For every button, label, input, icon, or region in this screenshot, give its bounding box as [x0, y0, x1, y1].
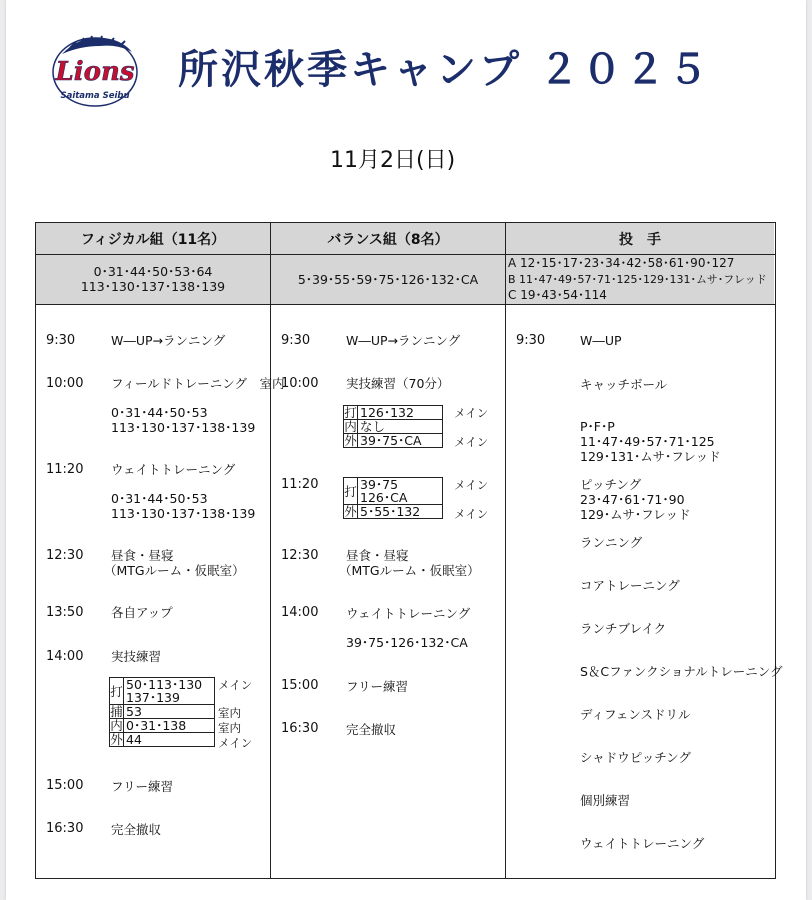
members: 129･131･ムサ･フレッド [580, 449, 721, 464]
time: 16:30 [46, 821, 84, 836]
grid-note: メイン [218, 678, 253, 692]
activity: ウェイトトレーニング [580, 836, 705, 851]
activity: 個別練習 [580, 793, 631, 808]
grid-value: 39･75 [358, 478, 443, 492]
physical-members-cell [36, 255, 270, 304]
time: 12:30 [281, 548, 319, 563]
activity: W―UP→ランニング [346, 333, 461, 348]
grid-note: メイン [454, 507, 489, 521]
activity-sub: （MTGルーム・仮眠室） [104, 563, 245, 578]
time: 15:00 [46, 778, 84, 793]
practice-grid [343, 477, 443, 519]
activity: 昼食・昼寝 [111, 548, 174, 563]
grid-key: 外 [344, 433, 357, 448]
members: 129･ムサ･フレッド [580, 507, 691, 522]
activity: P･F･P [580, 419, 615, 434]
grid-key: 捕 [110, 704, 123, 719]
activity: ウェイトトレーニング [111, 462, 236, 477]
pitcher-groups-cell [506, 255, 774, 304]
members: 0･31･44･50･53 [111, 405, 208, 420]
activity: 完全撤収 [111, 822, 162, 837]
members: 39･75･126･132･CA [346, 635, 468, 650]
grid-value: 126･CA [358, 491, 443, 505]
activity: ランチブレイク [580, 621, 667, 636]
activity: ランニング [580, 535, 643, 550]
column-divider [270, 223, 271, 878]
members: 0･31･44･50･53 [111, 491, 208, 506]
time: 10:00 [46, 376, 84, 391]
grid-note: 室内 [218, 706, 241, 720]
balance-members-cell [271, 255, 505, 304]
time: 16:30 [281, 721, 319, 736]
grid-key: 打 [344, 405, 357, 420]
grid-value: 137･139 [124, 691, 215, 705]
activity: 実技練習（70分） [346, 376, 450, 391]
activity-sub: （MTGルーム・仮眠室） [339, 563, 480, 578]
time: 12:30 [46, 548, 84, 563]
physical-members-line2: 113･130･137･138･139 [80, 279, 226, 294]
grid-key: 打 [110, 678, 124, 705]
time: 13:50 [46, 605, 84, 620]
activity: 各自アップ [111, 605, 173, 620]
grid-note: メイン [454, 435, 489, 449]
activity: フリー練習 [346, 679, 409, 694]
activity: ピッチング [580, 477, 642, 492]
physical-header: フィジカル組（11名） [36, 223, 270, 254]
time: 9:30 [281, 333, 311, 348]
time: 11:20 [46, 462, 84, 477]
time: 9:30 [46, 333, 76, 348]
balance-members: 5･39･55･59･75･126･132･CA [297, 272, 479, 287]
activity: キャッチボール [580, 377, 668, 392]
grid-key: 内 [344, 419, 357, 434]
activity: フリー練習 [111, 779, 174, 794]
schedule-table [35, 222, 783, 879]
header-divider [36, 254, 775, 255]
time: 11:20 [281, 477, 319, 492]
lions-logo [40, 30, 150, 110]
svg-text:Lions: Lions [55, 57, 135, 87]
activity: ディフェンスドリル [580, 707, 691, 722]
grid-key: 打 [344, 478, 358, 505]
activity: 昼食・昼寝 [346, 548, 409, 563]
grid-note: メイン [454, 478, 489, 492]
pitcher-group-b: B 11･47･49･57･71･125･129･131･ムサ･フレッド [508, 273, 767, 286]
activity: W―UP→ランニング [111, 333, 226, 348]
time: 14:00 [281, 605, 319, 620]
svg-text:Saitama Seibu: Saitama Seibu [60, 91, 130, 101]
grid-value: 53 [124, 705, 215, 719]
grid-key: 外 [110, 732, 123, 747]
time: 10:00 [281, 376, 319, 391]
grid-value: 44 [124, 733, 215, 747]
members-divider [36, 304, 775, 305]
schedule-date: 11月2日(日) [330, 148, 456, 173]
grid-value: 5･55･132 [358, 505, 443, 519]
physical-members-line1: 0･31･44･50･53･64 [93, 264, 213, 279]
activity: ウェイトトレーニング [346, 606, 471, 621]
pitcher-group-a: A 12･15･17･23･34･42･58･61･90･127 [508, 256, 735, 270]
column-divider [505, 223, 506, 878]
activity: 完全撤収 [346, 722, 397, 737]
members: 23･47･61･71･90 [580, 492, 685, 507]
balance-header: バランス組（8名） [271, 223, 505, 254]
activity: W―UP [580, 333, 622, 348]
time: 14:00 [46, 649, 84, 664]
grid-value: 50･113･130 [124, 678, 215, 692]
grid-note: メイン [218, 736, 253, 750]
activity: シャドウピッチング [580, 750, 691, 765]
activity: コアトレーニング [580, 578, 680, 593]
grid-note: メイン [454, 406, 489, 420]
page-title: 所沢秋季キャンプ ２０２５ [178, 46, 711, 93]
time: 9:30 [516, 333, 546, 348]
grid-value: 126･132 [358, 406, 443, 420]
grid-key: 外 [344, 504, 357, 519]
practice-grid [343, 405, 443, 448]
time: 15:00 [281, 678, 319, 693]
members: 11･47･49･57･71･125 [580, 434, 715, 449]
members: 113･130･137･138･139 [111, 506, 256, 521]
pitcher-header: 投 手 [506, 223, 774, 254]
members: 113･130･137･138･139 [111, 420, 256, 435]
activity: 実技練習 [111, 649, 162, 664]
grid-note: 室内 [218, 721, 241, 735]
activity: S＆Cファンクショナルトレーニング [580, 664, 783, 679]
practice-grid [109, 677, 215, 747]
grid-value: 39･75･CA [358, 434, 443, 448]
pitcher-group-c: C 19･43･54･114 [508, 288, 607, 302]
grid-key: 内 [110, 718, 123, 733]
activity: フィールドトレーニング 室内 [111, 376, 285, 391]
grid-value: 0･31･138 [124, 719, 215, 733]
grid-value: なし [358, 420, 443, 434]
